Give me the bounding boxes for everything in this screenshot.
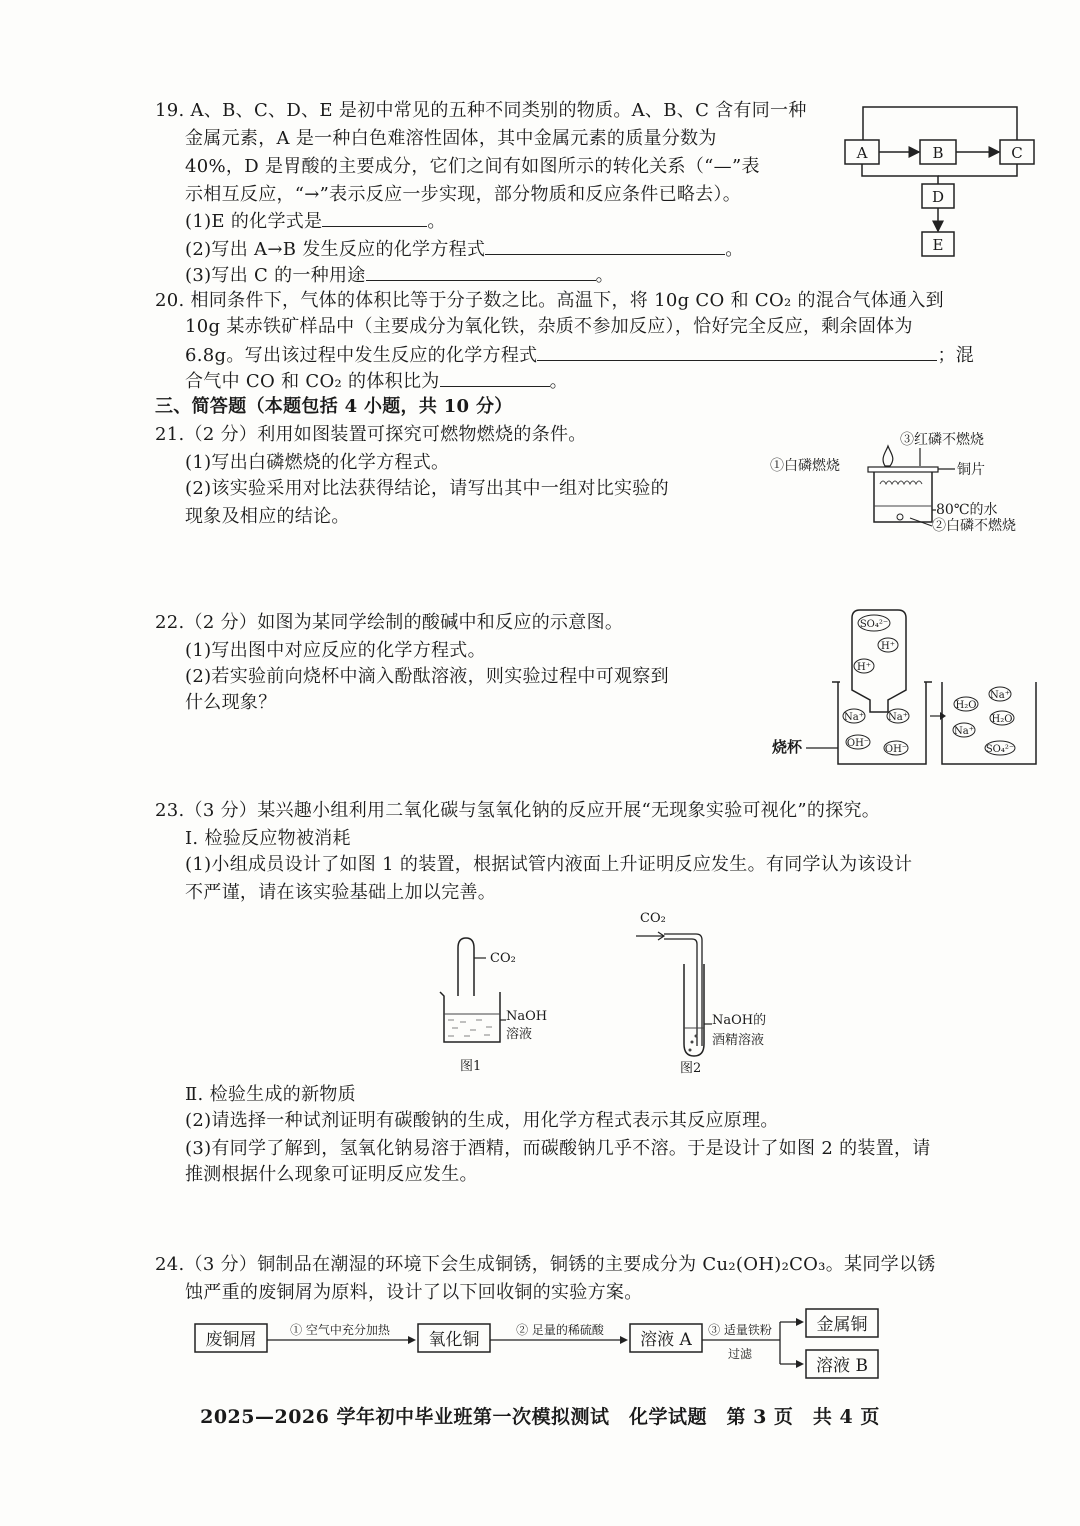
node-d-label: D	[931, 188, 945, 206]
q23-figure2	[630, 904, 800, 1080]
q19-sub1-text: (1)E 的化学式是	[185, 211, 323, 232]
ion-hydrogen: H⁺	[881, 641, 895, 652]
steam	[880, 481, 922, 484]
punct: 。	[725, 239, 744, 260]
flow-box-copper-metal-label: 金属铜	[816, 1315, 868, 1335]
flow-step2-label: ② 足量的稀硫酸	[516, 1323, 604, 1337]
ion-sulfate: SO₄²⁻	[859, 619, 889, 630]
q21-combustion-apparatus	[760, 422, 1040, 534]
inverted-test-tube	[458, 938, 474, 996]
label-naoh: NaOH	[506, 1009, 548, 1024]
punct: 。	[595, 265, 614, 286]
q23-line2: Ⅰ. 检验反应物被消耗	[185, 828, 351, 849]
q23-figure1	[430, 930, 580, 1080]
answer-blank[interactable]	[440, 368, 550, 387]
q19-line4: 示相互反应，“→”表示反应一步实现，部分物质和反应条件已略去）。	[185, 184, 742, 205]
node-e-label: E	[932, 236, 944, 254]
q21-line4: 现象及相应的结论。	[185, 506, 350, 527]
page-footer: 2025—2026 学年初中毕业班第一次模拟测试 化学试题 第 3 页 共 4 页	[200, 1406, 880, 1428]
punct: 。	[549, 371, 568, 392]
label-alcohol-solution: 酒精溶液	[712, 1033, 765, 1048]
node-a-label: A	[856, 144, 868, 162]
answer-blank[interactable]	[537, 342, 937, 361]
q19-sub3	[185, 262, 614, 289]
label-beaker: 烧杯	[772, 738, 803, 756]
q19-sub2-text: (2)写出 A→B 发生反应的化学方程式	[185, 239, 486, 260]
flame-icon	[883, 446, 893, 466]
q22-line2: (1)写出图中对应反应的化学方程式。	[185, 640, 486, 661]
answer-blank[interactable]	[485, 236, 725, 255]
arrow-icon	[408, 1336, 416, 1344]
q20-line4-text: 合气中 CO 和 CO₂ 的体积比为	[185, 371, 440, 392]
q23-line5: Ⅱ. 检验生成的新物质	[185, 1084, 356, 1105]
copper-plate	[868, 467, 938, 472]
q21-line2: (1)写出白磷燃烧的化学方程式。	[185, 452, 450, 473]
q20-line2: 10g 某赤铁矿样品中（主要成分为氧化铁，杂质不参加反应），恰好完全反应，剩余固体为	[185, 316, 913, 337]
ion-hydrogen: H⁺	[857, 662, 871, 673]
q22-line1: 22.（2 分）如图为某同学绘制的酸碱中和反应的示意图。	[155, 612, 624, 633]
flow-step1-label: ① 空气中充分加热	[290, 1323, 390, 1337]
q19-sub3-text: (3)写出 C 的一种用途	[185, 265, 366, 286]
q22-line3: (2)若实验前向烧杯中滴入酚酞溶液，则实验过程中可观察到	[185, 666, 669, 687]
answer-blank[interactable]	[366, 262, 596, 281]
q23-line3: (1)小组成员设计了如图 1 的装置，根据试管内液面上升证明反应发生。有同学认为该设计	[185, 854, 913, 875]
label-hot-water: 80℃的水	[936, 502, 998, 518]
q20-line3	[185, 342, 974, 369]
ion-sodium: Na⁺	[954, 726, 974, 737]
ion-hydroxide: OH⁻	[846, 738, 870, 749]
figure2-caption: 图2	[680, 1061, 702, 1076]
arrow-icon	[620, 1336, 628, 1344]
ion-sodium: Na⁺	[844, 712, 864, 723]
q20-line3-text: 6.8g。写出该过程中发生反应的化学方程式	[185, 345, 538, 366]
flow-step3-label: ③ 适量铁粉	[708, 1323, 772, 1337]
ion-sodium: Na⁺	[990, 690, 1010, 701]
q23-line1: 23.（3 分）某兴趣小组利用二氧化碳与氢氧化钠的反应开展“无现象实验可视化”的探究。	[155, 800, 881, 821]
test-tube	[684, 964, 704, 1056]
ion-sodium: Na⁺	[888, 712, 908, 723]
flow-box-copper-oxide-label: 氧化铜	[428, 1330, 480, 1350]
q19-line2: 金属元素，A 是一种白色难溶性固体，其中金属元素的质量分数为	[185, 128, 717, 149]
section-heading: 三、简答题（本题包括 4 小题，共 10 分）	[155, 396, 513, 417]
q22-line4: 什么现象？	[185, 692, 277, 713]
label-co2: CO₂	[640, 911, 666, 926]
figure1-caption: 图1	[460, 1059, 482, 1074]
q19-sub2	[185, 236, 744, 263]
label-copper-plate: 铜片	[957, 462, 985, 478]
q20-line4	[185, 368, 568, 395]
label-co2: CO₂	[490, 951, 516, 966]
flow-box-scrap-copper-label: 废铜屑	[205, 1330, 257, 1350]
flow-step3-filter-label: 过滤	[727, 1347, 753, 1361]
white-phosphorus-underwater	[897, 514, 903, 520]
answer-blank[interactable]	[322, 208, 427, 227]
q23-line6: (2)请选择一种试剂证明有碳酸钠的生成，用化学方程式表示其反应原理。	[185, 1110, 779, 1131]
molecule-water: H₂O	[955, 700, 977, 711]
molecule-water: H₂O	[991, 714, 1013, 725]
arrow-icon	[796, 1318, 804, 1326]
q21-line3: (2)该实验采用对比法获得结论，请写出其中一组对比实验的	[185, 478, 669, 499]
label-white-phosphorus-burning: ①白磷燃烧	[770, 458, 840, 474]
q19-relation-diagram	[840, 100, 1040, 260]
label-naoh: NaOH的	[712, 1013, 767, 1028]
label-red-phosphorus: ③红磷不燃烧	[900, 432, 984, 448]
q20-line1: 20. 相同条件下，气体的体积比等于分子数之比。高温下，将 10g CO 和 CO₂ 的混合气体通入到	[155, 290, 944, 311]
label-solution: 溶液	[506, 1027, 533, 1042]
q24-line2: 蚀严重的废铜屑为原料，设计了以下回收铜的实验方案。	[185, 1282, 643, 1303]
q22-neutralization-diagram	[770, 608, 1050, 768]
q19-line3: 40%，D 是胃酸的主要成分，它们之间有如图所示的转化关系（“—”表	[185, 156, 760, 177]
q24-flowchart	[190, 1306, 890, 1380]
q19-sub1	[185, 208, 446, 235]
q23-line7: (3)有同学了解到，氢氧化钠易溶于酒精，而碳酸钠几乎不溶。于是设计了如图 2 的装置，请	[185, 1138, 931, 1159]
q21-line1: 21.（2 分）利用如图装置可探究可燃物燃烧的条件。	[155, 424, 587, 445]
q19-line1: 19. A、B、C、D、E 是初中常见的五种不同类别的物质。A、B、C 含有同一种	[155, 100, 807, 121]
flow-box-solution-b-label: 溶液 B	[816, 1356, 868, 1376]
beaker	[440, 992, 500, 1042]
node-c-label: C	[1011, 144, 1023, 162]
arrow-icon	[796, 1360, 804, 1368]
ion-sulfate: SO₄²⁻	[985, 744, 1015, 755]
node-b-label: B	[932, 144, 944, 162]
punct: ；混	[937, 345, 975, 366]
flow-box-solution-a-label: 溶液 A	[640, 1330, 692, 1350]
q23-line4: 不严谨，请在该实验基础上加以完善。	[185, 882, 497, 903]
q23-line8: 推测根据什么现象可证明反应发生。	[185, 1164, 478, 1185]
ion-hydroxide: OH⁻	[884, 744, 908, 755]
beaker	[874, 472, 932, 522]
label-white-phosphorus-not-burning: ②白磷不燃烧	[932, 518, 1016, 534]
q24-line1: 24.（3 分）铜制品在潮湿的环境下会生成铜锈，铜锈的主要成分为 Cu₂(OH)₂CO₃。某同学以锈	[155, 1254, 936, 1275]
punct: 。	[427, 211, 446, 232]
